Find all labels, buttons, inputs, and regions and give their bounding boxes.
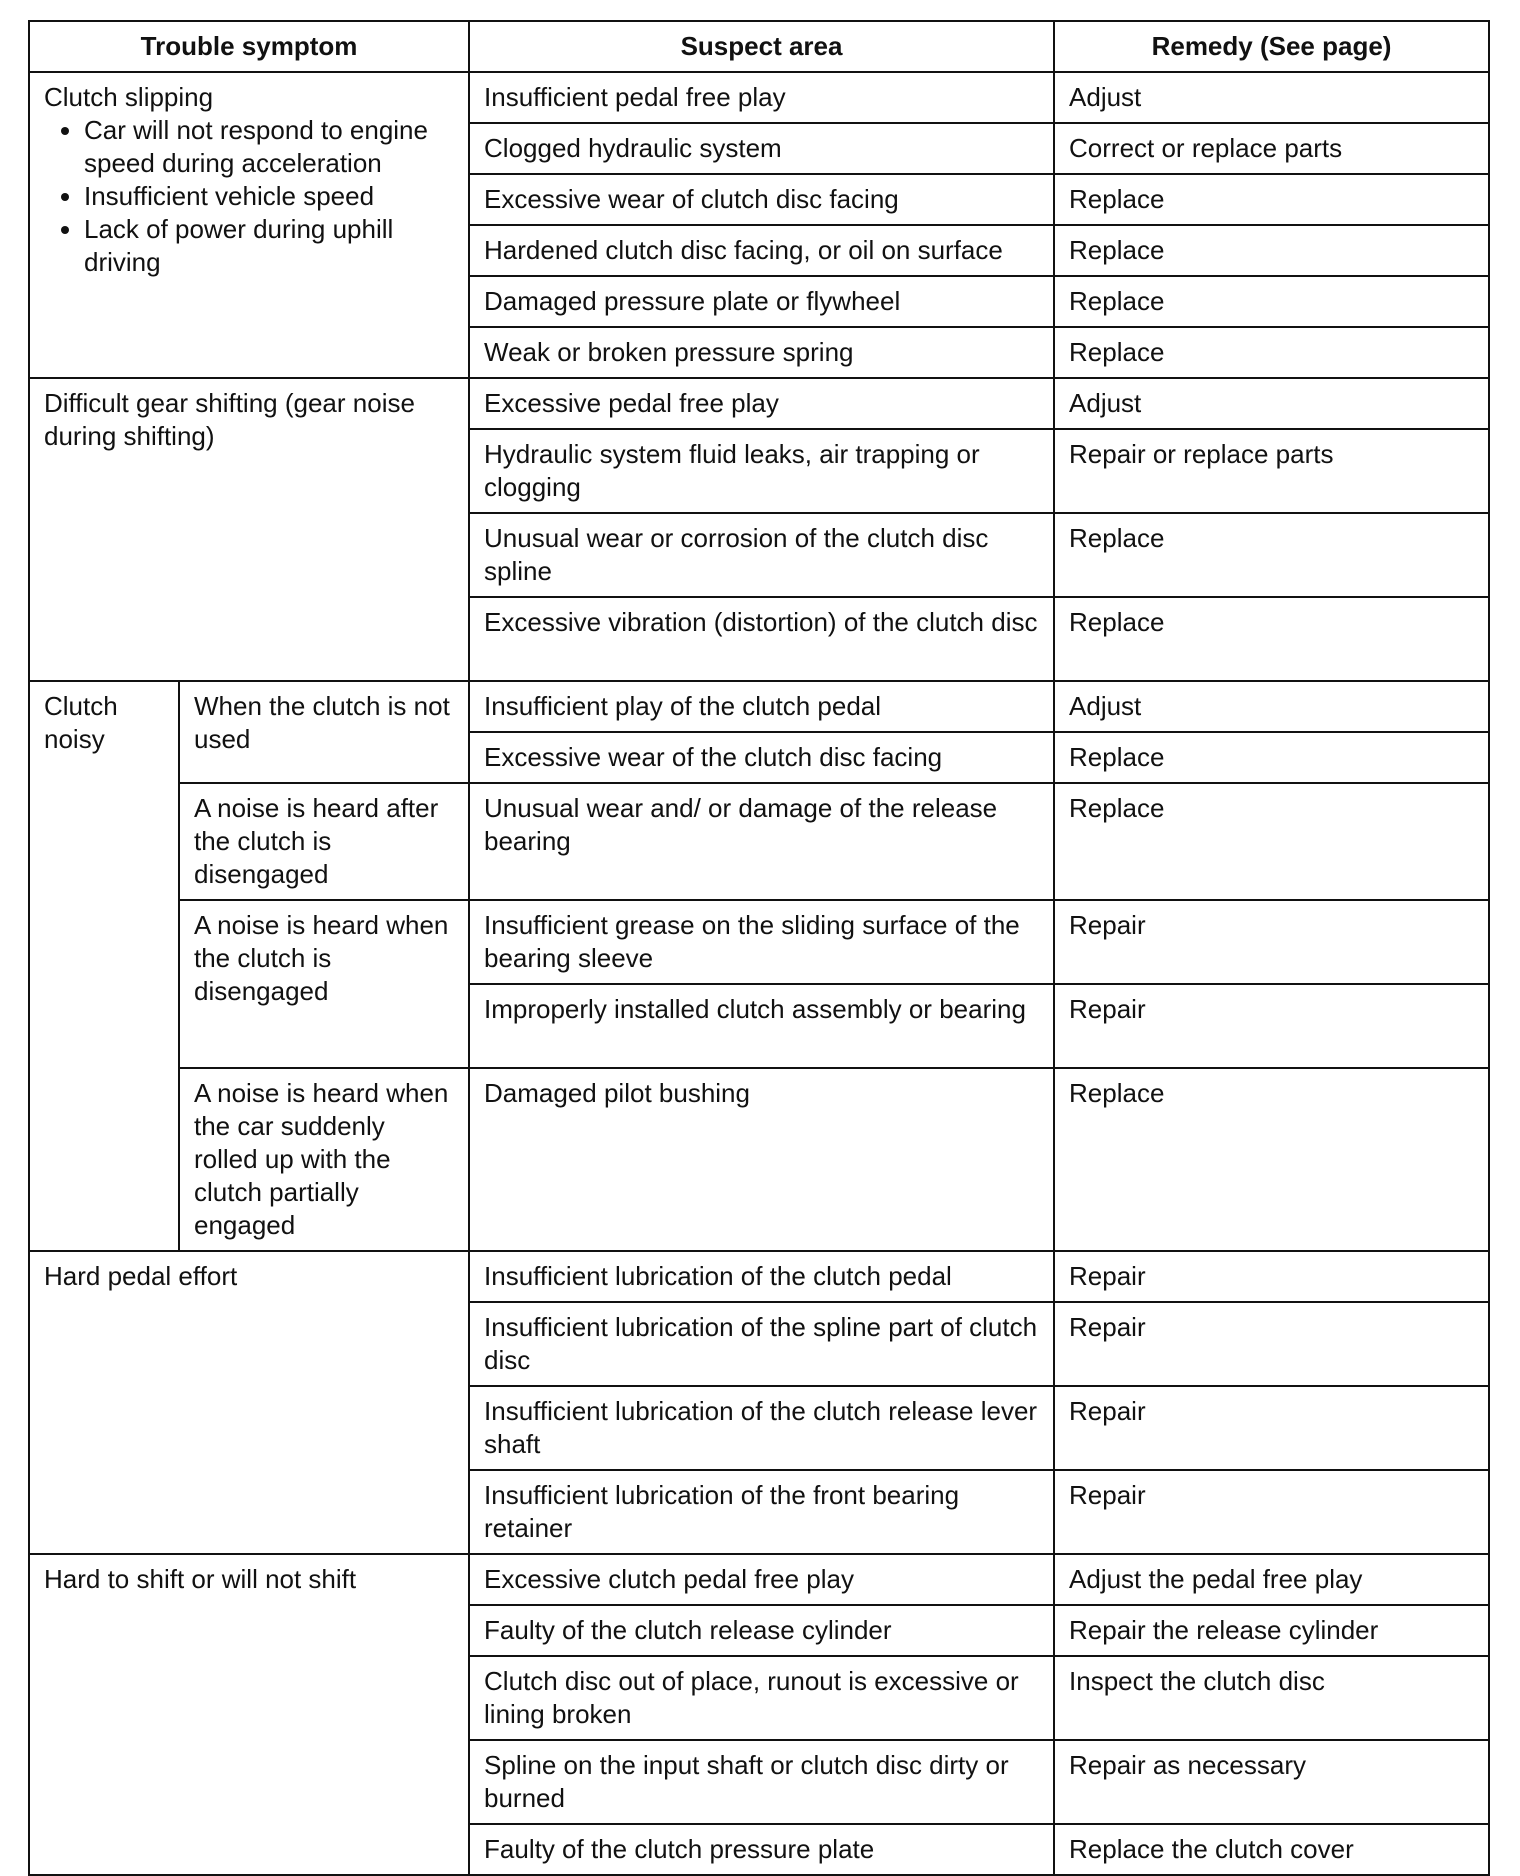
suspect-cell: Unusual wear or corrosion of the clutch disc spline [469, 513, 1054, 597]
remedy-cell: Adjust [1054, 72, 1489, 123]
table-row [29, 72, 1489, 123]
symptom-hard-pedal-effort: Hard pedal effort [29, 1251, 469, 1554]
remedy-cell: Repair [1054, 1302, 1489, 1386]
condition-cell: A noise is heard when the clutch is disengaged [179, 900, 469, 1068]
suspect-cell: Insufficient play of the clutch pedal [469, 681, 1054, 732]
condition-cell: When the clutch is not used [179, 681, 469, 783]
condition-cell: A noise is heard when the car suddenly rolled up with the clutch partially engaged [179, 1068, 469, 1251]
remedy-cell: Repair the release cylinder [1054, 1605, 1489, 1656]
remedy-cell: Replace [1054, 513, 1489, 597]
table-row [29, 1068, 1489, 1251]
suspect-cell: Spline on the input shaft or clutch disc dirty or burned [469, 1740, 1054, 1824]
suspect-cell: Unusual wear and/ or damage of the release bearing [469, 783, 1054, 900]
remedy-cell: Replace [1054, 1068, 1489, 1251]
suspect-cell: Insufficient grease on the sliding surface of the bearing sleeve [469, 900, 1054, 984]
symptom-difficult-gear-shifting: Difficult gear shifting (gear noise during shifting) [29, 378, 469, 681]
symptom-clutch-slipping [29, 72, 469, 378]
suspect-cell: Weak or broken pressure spring [469, 327, 1054, 378]
table-row [29, 1554, 1489, 1605]
remedy-cell: Replace [1054, 276, 1489, 327]
header-row [29, 21, 1489, 72]
suspect-cell: Damaged pressure plate or flywheel [469, 276, 1054, 327]
header-suspect-area: Suspect area [469, 21, 1054, 72]
remedy-cell: Adjust the pedal free play [1054, 1554, 1489, 1605]
suspect-cell: Damaged pilot bushing [469, 1068, 1054, 1251]
troubleshooting-table [28, 20, 1490, 1876]
condition-cell: A noise is heard after the clutch is disengaged [179, 783, 469, 900]
header-trouble-symptom: Trouble symptom [29, 21, 469, 72]
remedy-cell: Repair [1054, 1251, 1489, 1302]
symptom-bullet: • Lack of power during uphill driving [84, 213, 454, 279]
suspect-cell: Insufficient pedal free play [469, 72, 1054, 123]
suspect-cell: Excessive vibration (distortion) of the clutch disc [469, 597, 1054, 681]
suspect-cell: Excessive clutch pedal free play [469, 1554, 1054, 1605]
remedy-cell: Repair [1054, 900, 1489, 984]
symptom-title: Clutch slipping [44, 82, 214, 112]
remedy-cell: Replace [1054, 732, 1489, 783]
suspect-cell: Faulty of the clutch release cylinder [469, 1605, 1054, 1656]
symptom-bullet: • Car will not respond to engine speed during acceleration [84, 114, 454, 180]
remedy-cell: Repair as necessary [1054, 1740, 1489, 1824]
remedy-cell: Replace [1054, 225, 1489, 276]
suspect-cell: Hydraulic system fluid leaks, air trapping or clogging [469, 429, 1054, 513]
remedy-cell: Adjust [1054, 378, 1489, 429]
remedy-cell: Repair [1054, 1386, 1489, 1470]
remedy-cell: Repair [1054, 1470, 1489, 1554]
troubleshooting-document [28, 20, 1488, 1876]
remedy-cell: Replace [1054, 597, 1489, 681]
table-row [29, 783, 1489, 900]
suspect-cell: Excessive wear of clutch disc facing [469, 174, 1054, 225]
remedy-cell: Replace [1054, 327, 1489, 378]
remedy-cell: Adjust [1054, 681, 1489, 732]
table-row [29, 681, 1489, 732]
suspect-cell: Insufficient lubrication of the front bearing retainer [469, 1470, 1054, 1554]
remedy-cell: Replace [1054, 174, 1489, 225]
remedy-cell: Inspect the clutch disc [1054, 1656, 1489, 1740]
table-row [29, 1251, 1489, 1302]
header-remedy: Remedy (See page) [1054, 21, 1489, 72]
symptom-hard-to-shift: Hard to shift or will not shift [29, 1554, 469, 1875]
suspect-cell: Improperly installed clutch assembly or bearing [469, 984, 1054, 1068]
remedy-cell: Replace the clutch cover [1054, 1824, 1489, 1875]
symptom-clutch-noisy: Clutch noisy [29, 681, 179, 1251]
suspect-cell: Excessive wear of the clutch disc facing [469, 732, 1054, 783]
remedy-cell: Repair or replace parts [1054, 429, 1489, 513]
suspect-cell: Clogged hydraulic system [469, 123, 1054, 174]
suspect-cell: Excessive pedal free play [469, 378, 1054, 429]
suspect-cell: Faulty of the clutch pressure plate [469, 1824, 1054, 1875]
suspect-cell: Insufficient lubrication of the clutch pedal [469, 1251, 1054, 1302]
symptom-bullet-list [44, 114, 454, 279]
suspect-cell: Hardened clutch disc facing, or oil on surface [469, 225, 1054, 276]
suspect-cell: Insufficient lubrication of the spline part of clutch disc [469, 1302, 1054, 1386]
table-row [29, 378, 1489, 429]
symptom-bullet: • Insufficient vehicle speed [84, 180, 454, 213]
suspect-cell: Clutch disc out of place, runout is excessive or lining broken [469, 1656, 1054, 1740]
suspect-cell: Insufficient lubrication of the clutch release lever shaft [469, 1386, 1054, 1470]
remedy-cell: Repair [1054, 984, 1489, 1068]
remedy-cell: Replace [1054, 783, 1489, 900]
remedy-cell: Correct or replace parts [1054, 123, 1489, 174]
table-row [29, 900, 1489, 984]
